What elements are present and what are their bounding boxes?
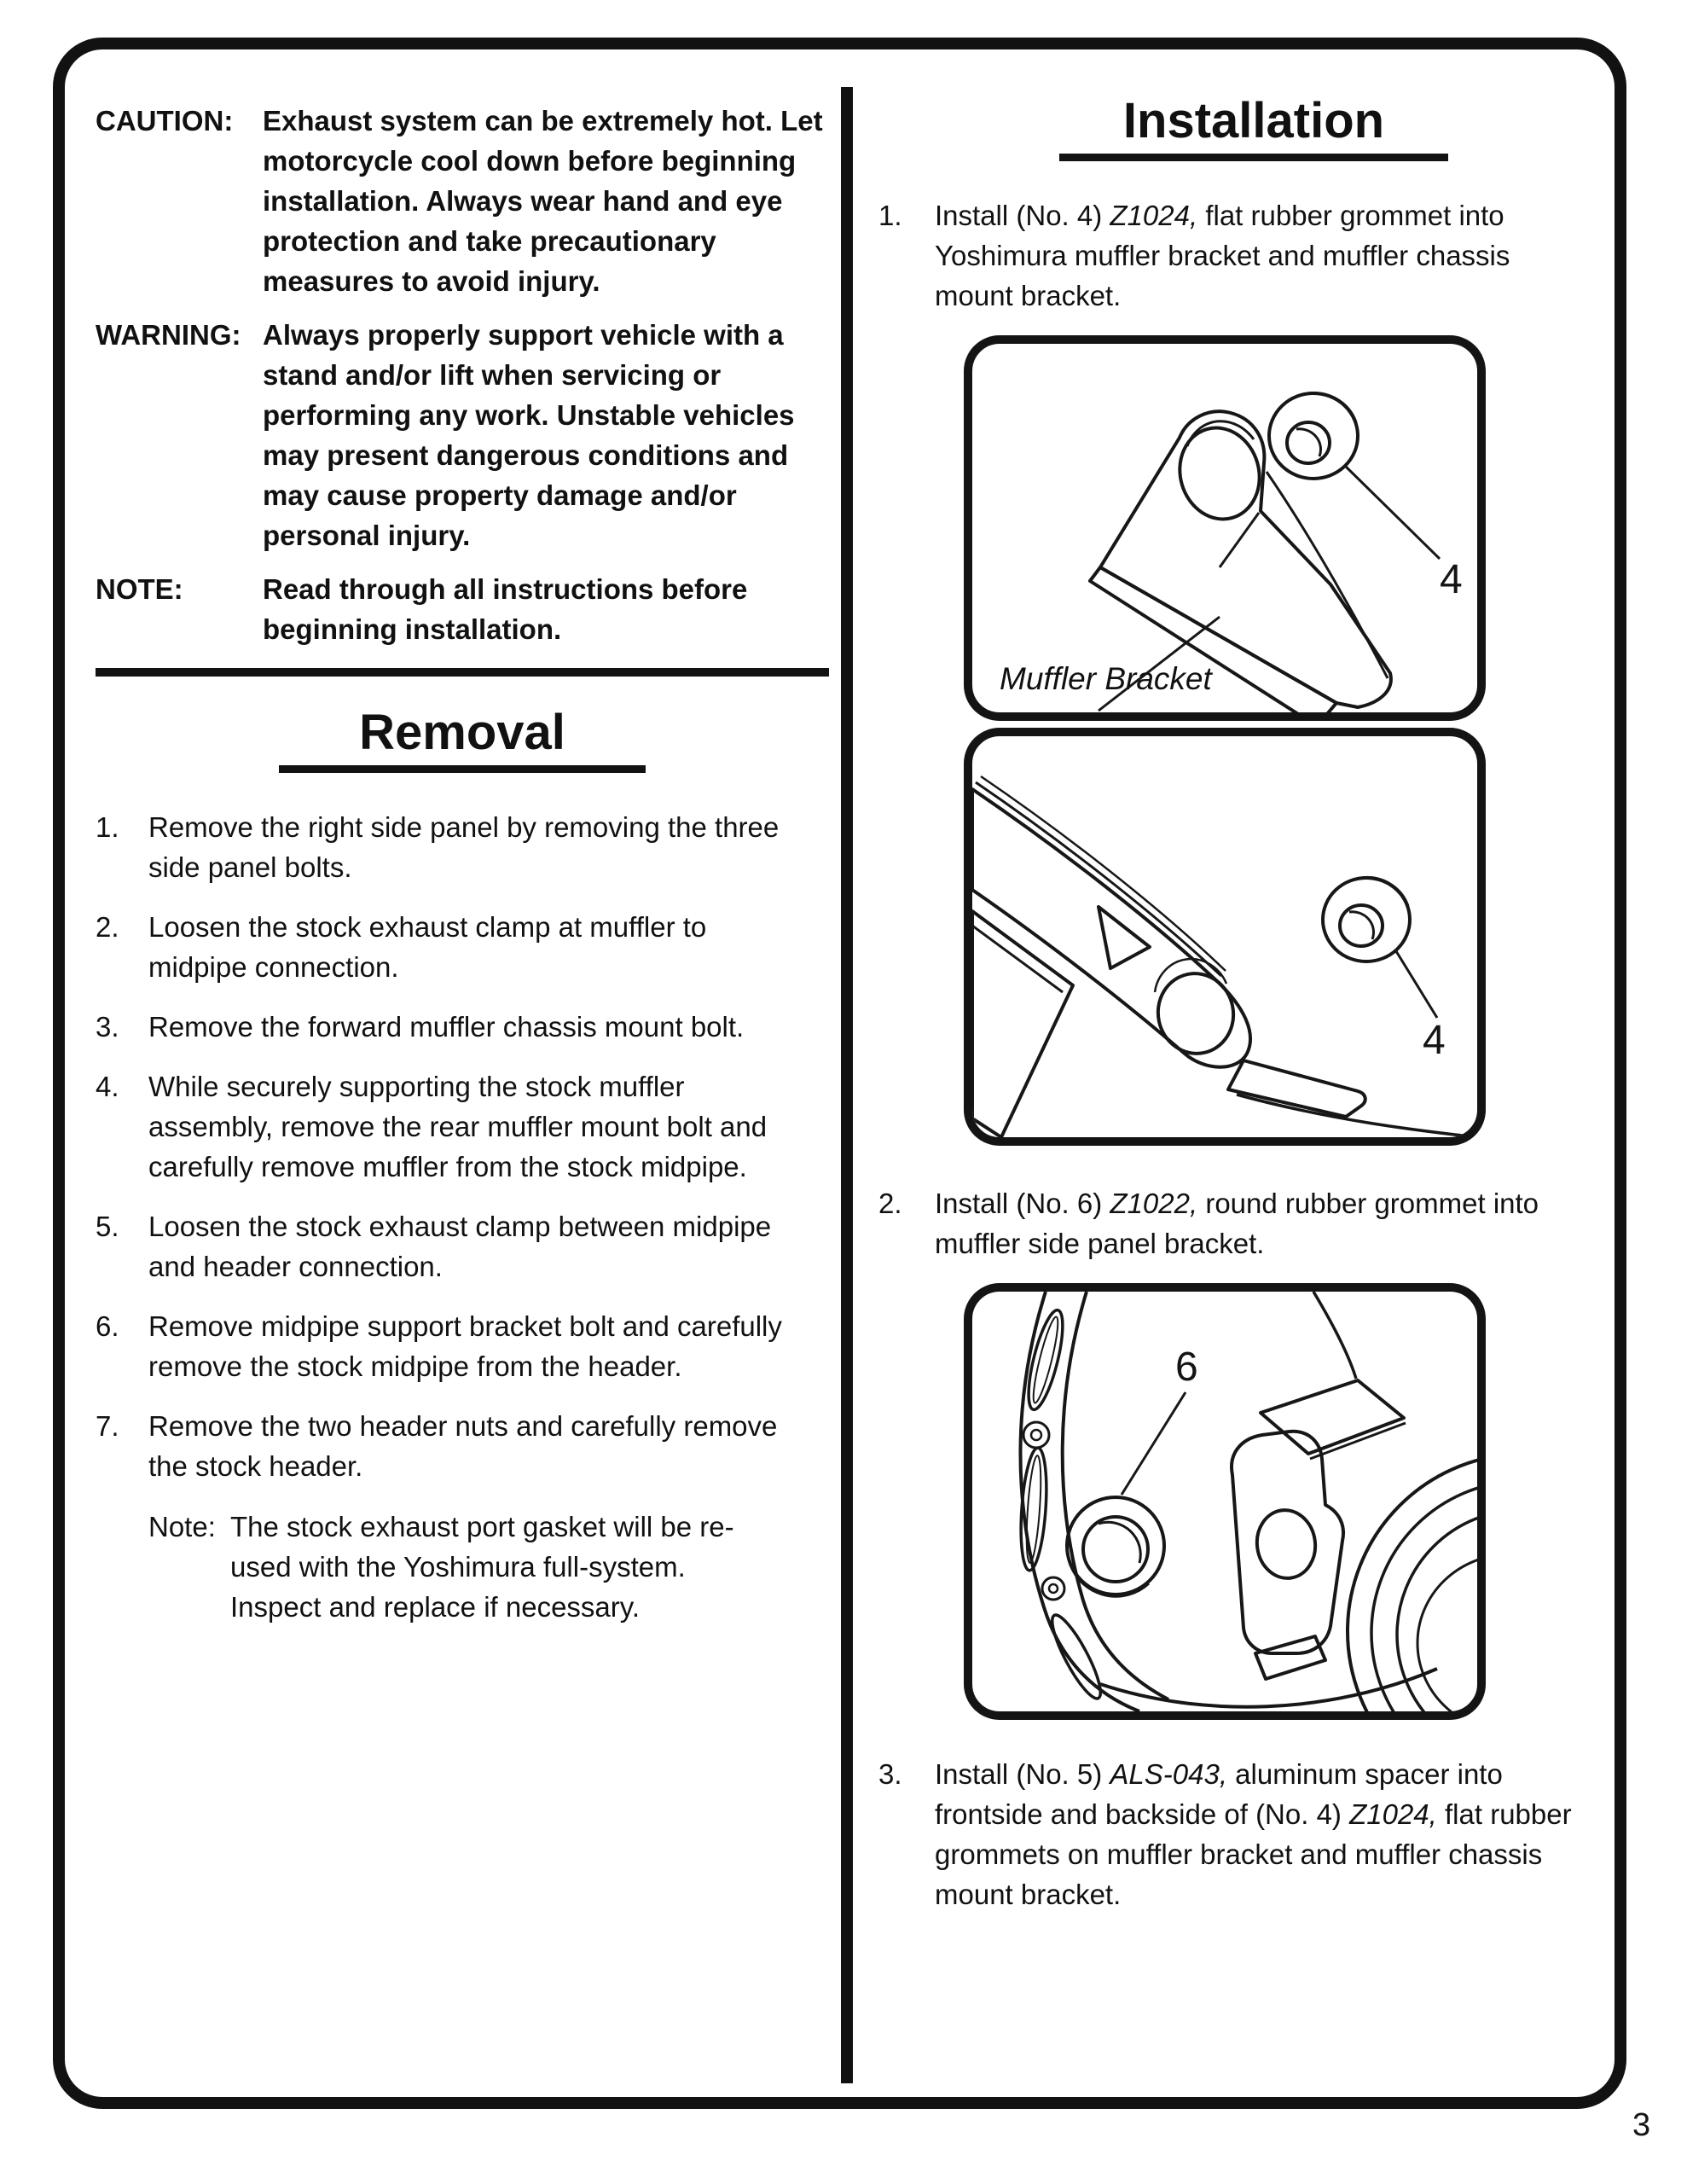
side-panel-illustration — [972, 1292, 1477, 1711]
part-number: Z1022, — [1110, 1188, 1198, 1219]
figure-caption: Muffler Bracket — [1000, 661, 1212, 696]
step-text: Install (No. 6) Z1022, round rubber grommet into muffler side panel bracket. — [935, 1188, 1539, 1259]
warning-text: Always properly support vehicle with a stand and/or lift when servicing or performing any work. Unstable vehicles may present dangerous conditions and may cause property damage and/or personal injury. — [263, 319, 795, 551]
left-column — [96, 101, 829, 1627]
part-number: Z1024, — [1110, 200, 1198, 231]
part-number: ALS-043, — [1110, 1758, 1227, 1790]
callout-label-4: 4 — [1440, 557, 1463, 602]
callout-label-6: 6 — [1175, 1345, 1198, 1390]
removal-note — [96, 1507, 829, 1627]
removal-step-7 — [96, 1406, 829, 1486]
step-text: Remove the right side panel by removing the three side panel bolts. — [148, 811, 780, 883]
installation-step-2 — [878, 1183, 1629, 1263]
step-text: Loosen the stock exhaust clamp between midpipe and header connection. — [148, 1211, 772, 1282]
step-text: Remove the forward muffler chassis mount bolt. — [148, 1011, 745, 1043]
step-number: 1. — [878, 200, 902, 231]
note-text: Read through all instructions before beginning installation. — [263, 573, 748, 645]
caution-notice — [96, 101, 829, 301]
removal-step-6 — [96, 1306, 829, 1386]
installation-step-1 — [878, 195, 1629, 316]
caution-text: Exhaust system can be extremely hot. Let motorcycle cool down before beginning installation. Always wear hand and eye protection and take precautionary measures to avoid injury. — [263, 105, 823, 297]
figure-muffler-side-panel — [964, 1283, 1486, 1720]
column-divider — [841, 87, 853, 2083]
removal-step-1 — [96, 807, 829, 887]
section-divider-rule — [96, 668, 829, 677]
page-number: 3 — [1632, 2107, 1651, 2143]
removal-note-label: Note: — [148, 1511, 216, 1542]
removal-step-4 — [96, 1066, 829, 1187]
step-number: 3. — [878, 1758, 902, 1790]
right-column — [878, 94, 1629, 1934]
flat-grommet — [1323, 877, 1410, 961]
step-number: 1. — [96, 811, 119, 843]
step-number: 6. — [96, 1310, 119, 1342]
callout-leader-line — [1122, 1392, 1186, 1495]
installation-title-underline — [1059, 154, 1448, 161]
step-text: Install (No. 5) ALS-043, aluminum spacer into frontside and backside of (No. 4) Z1024, flat rubber grommets on muffler bracket and muffler chassis mount bracket. — [935, 1758, 1572, 1910]
installation-step-3 — [878, 1754, 1629, 1914]
round-grommet — [1067, 1497, 1164, 1596]
note-notice — [96, 569, 829, 649]
step-text: Remove the two header nuts and carefully remove the stock header. — [148, 1410, 778, 1482]
chassis-mount-illustration — [972, 736, 1477, 1137]
step-number: 5. — [96, 1211, 119, 1242]
callout-leader-line — [1396, 951, 1437, 1018]
removal-note-text: The stock exhaust port gasket will be re-used with the Yoshimura full-system. Inspect and replace if necessary. — [230, 1511, 734, 1623]
removal-step-2 — [96, 907, 829, 987]
callout-label-4: 4 — [1423, 1018, 1446, 1063]
clip-bracket-outline — [1232, 1432, 1343, 1679]
figure-chassis-mount-bracket — [964, 728, 1486, 1146]
mount-bracket-outline — [972, 776, 1477, 1137]
callout-leader-line — [1344, 465, 1440, 559]
installation-title: Installation — [1122, 93, 1385, 148]
caution-label: CAUTION: — [96, 105, 234, 136]
muffler-bracket-illustration — [972, 344, 1477, 712]
step-number: 2. — [878, 1188, 902, 1219]
step-text: Loosen the stock exhaust clamp at muffler to midpipe connection. — [148, 911, 707, 983]
warning-label: WARNING: — [96, 319, 241, 351]
step-number: 2. — [96, 911, 119, 943]
note-label: NOTE: — [96, 573, 183, 605]
step-text: While securely supporting the stock muffler assembly, remove the rear muffler mount bolt and carefully remove muffler from the stock midpipe. — [148, 1071, 768, 1182]
removal-title: Removal — [359, 705, 565, 760]
step-number: 7. — [96, 1410, 119, 1442]
muffler-body-outline — [1100, 1292, 1477, 1711]
figure-muffler-bracket — [964, 335, 1486, 721]
step-number: 4. — [96, 1071, 119, 1102]
removal-step-5 — [96, 1206, 829, 1287]
part-number: Z1024, — [1349, 1798, 1437, 1830]
removal-title-underline — [279, 765, 646, 773]
step-text: Install (No. 4) Z1024, flat rubber grommet into Yoshimura muffler bracket and muffler chassis mount bracket. — [935, 200, 1510, 311]
step-number: 3. — [96, 1011, 119, 1043]
step-text: Remove midpipe support bracket bolt and carefully remove the stock midpipe from the header. — [148, 1310, 782, 1382]
removal-step-3 — [96, 1007, 829, 1047]
warning-notice — [96, 315, 829, 555]
